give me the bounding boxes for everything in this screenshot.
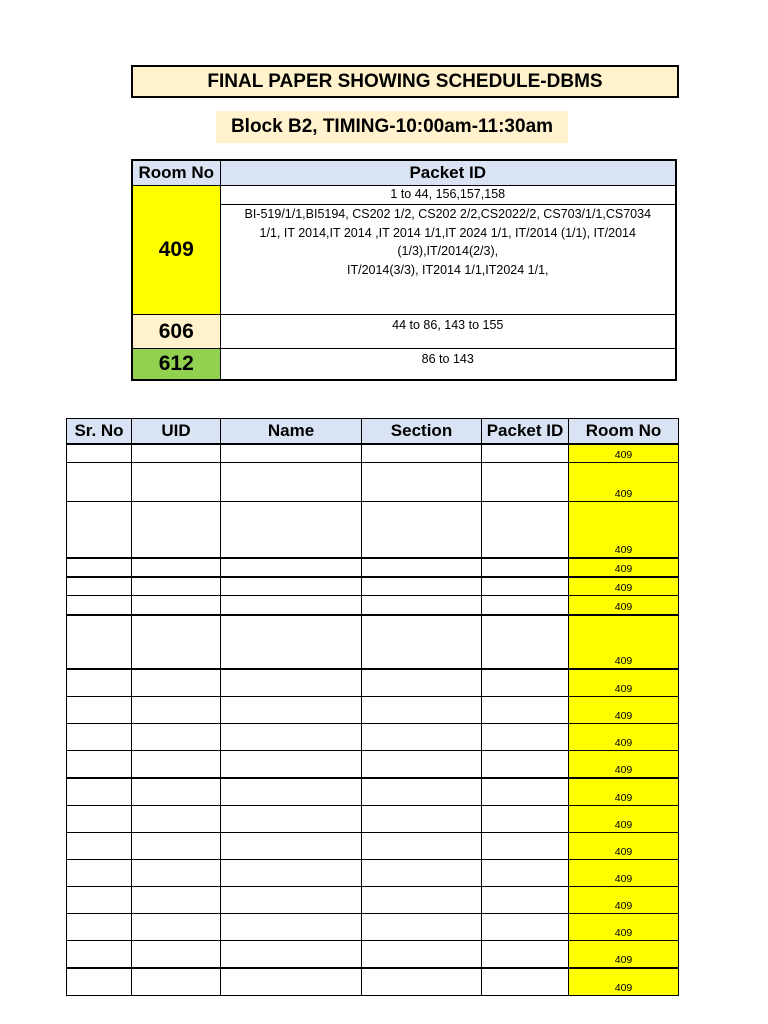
sr-no-cell [67,751,132,779]
student-row [67,833,679,860]
uid-cell [132,463,221,502]
room-no-cell: 409 [569,941,679,969]
uid-cell [132,596,221,616]
packet-id-cell [482,444,569,463]
name-cell [221,724,362,751]
room-no-cell: 409 [569,444,679,463]
sr-no-cell [67,887,132,914]
room-no-cell: 409 [569,596,679,616]
section-cell [362,577,482,596]
name-cell [221,577,362,596]
section-cell [362,833,482,860]
packet-id-cell [482,968,569,996]
section-cell [362,914,482,941]
uid-cell [132,914,221,941]
student-row [67,941,679,969]
section-cell [362,968,482,996]
sr-no-cell [67,697,132,724]
section-cell [362,463,482,502]
sr-no-cell [67,444,132,463]
section-cell [362,778,482,806]
uid-cell [132,724,221,751]
room-cell-612: 612 [132,349,220,381]
packet-id-cell [482,860,569,887]
section-cell [362,558,482,577]
room-no-cell: 409 [569,887,679,914]
uid-header: UID [132,419,221,445]
uid-cell [132,697,221,724]
uid-cell [132,669,221,697]
page-title: FINAL PAPER SHOWING SCHEDULE-DBMS [131,65,679,98]
room-no-cell: 409 [569,860,679,887]
packet-id-cell [482,502,569,559]
uid-cell [132,887,221,914]
student-row [67,615,679,669]
student-row [67,806,679,833]
name-cell [221,751,362,779]
name-cell [221,669,362,697]
name-header: Name [221,419,362,445]
uid-cell [132,577,221,596]
room-cell-606: 606 [132,315,220,349]
sr-no-cell [67,596,132,616]
section-cell [362,941,482,969]
room-no-cell: 409 [569,615,679,669]
name-cell [221,444,362,463]
section-cell [362,502,482,559]
student-row [67,751,679,779]
packet-id-cell [482,463,569,502]
student-row [67,463,679,502]
sr-no-cell [67,724,132,751]
student-row [67,724,679,751]
room-allocation-table [131,159,677,381]
room-table-header [132,160,676,186]
sr-no-cell [67,806,132,833]
student-row [67,968,679,996]
section-cell [362,806,482,833]
room-no-cell: 409 [569,558,679,577]
section-cell [362,697,482,724]
uid-cell [132,968,221,996]
student-row [67,558,679,577]
packet-line: (1/3),IT/2014(2/3), [397,244,499,258]
packet-id-cell [482,697,569,724]
sr-no-cell [67,577,132,596]
section-cell [362,751,482,779]
name-cell [221,914,362,941]
sr-no-cell [67,914,132,941]
section-cell [362,669,482,697]
room-no-header: Room No [132,160,220,186]
uid-cell [132,615,221,669]
sr-no-cell [67,558,132,577]
packet-cell-606: 44 to 86, 143 to 155 [220,315,676,349]
name-cell [221,558,362,577]
packet-cell-409-range: 1 to 44, 156,157,158 [220,186,676,205]
room-cell-409: 409 [132,186,220,315]
uid-cell [132,444,221,463]
section-cell [362,724,482,751]
sr-no-cell [67,615,132,669]
room-no-cell: 409 [569,778,679,806]
name-cell [221,887,362,914]
section-cell [362,860,482,887]
uid-cell [132,833,221,860]
room-row-612 [132,349,676,381]
packet-id-cell [482,669,569,697]
uid-cell [132,558,221,577]
page-subtitle: Block B2, TIMING-10:00am-11:30am [216,111,568,143]
room-no-cell: 409 [569,463,679,502]
sr-no-cell [67,778,132,806]
name-cell [221,968,362,996]
room-no-cell: 409 [569,502,679,559]
section-cell [362,887,482,914]
room-no-cell: 409 [569,914,679,941]
sr-no-cell [67,833,132,860]
packet-line: 1/1, IT 2014,IT 2014 ,IT 2014 1/1,IT 2024 1/1, IT/2014 (1/1), IT/2014 [259,225,636,240]
room-no-cell: 409 [569,724,679,751]
name-cell [221,463,362,502]
uid-cell [132,806,221,833]
name-cell [221,697,362,724]
sr-no-cell [67,502,132,559]
student-row [67,860,679,887]
packet-id-cell [482,941,569,969]
name-cell [221,806,362,833]
sr-no-cell [67,968,132,996]
section-cell [362,615,482,669]
packet-id-cell [482,558,569,577]
room-no-cell: 409 [569,751,679,779]
packet-id-header: Packet ID [220,160,676,186]
student-table-header [67,419,679,445]
student-row [67,697,679,724]
student-row [67,778,679,806]
section-cell [362,596,482,616]
room-row-606 [132,315,676,349]
packet-id-cell [482,833,569,860]
student-row [67,914,679,941]
sr-no-cell [67,669,132,697]
uid-cell [132,778,221,806]
room-no-cell: 409 [569,806,679,833]
student-row [67,577,679,596]
packet-id-cell [482,615,569,669]
student-row [67,887,679,914]
student-list-table [66,418,679,996]
room-no-cell: 409 [569,577,679,596]
room-no-cell: 409 [569,833,679,860]
packet-id-cell [482,806,569,833]
room-no-cell: 409 [569,669,679,697]
section-header: Section [362,419,482,445]
name-cell [221,596,362,616]
room-no-cell: 409 [569,697,679,724]
name-cell [221,860,362,887]
student-row [67,596,679,616]
packet-id-cell [482,751,569,779]
packet-cell-409-list [220,205,676,315]
room-no-header: Room No [569,419,679,445]
packet-line: IT/2014(3/3), IT2014 1/1,IT2024 1/1, [346,262,549,277]
sr-no-cell [67,463,132,502]
room-no-cell: 409 [569,968,679,996]
uid-cell [132,860,221,887]
sr-no-header: Sr. No [67,419,132,445]
name-cell [221,778,362,806]
packet-id-header: Packet ID [482,419,569,445]
name-cell [221,615,362,669]
packet-id-cell [482,577,569,596]
student-row [67,444,679,463]
name-cell [221,833,362,860]
packet-id-cell [482,778,569,806]
packet-cell-612: 86 to 143 [220,349,676,381]
uid-cell [132,502,221,559]
room-row-409-a [132,186,676,205]
packet-id-cell [482,724,569,751]
sr-no-cell [67,860,132,887]
packet-id-cell [482,914,569,941]
sr-no-cell [67,941,132,969]
uid-cell [132,941,221,969]
name-cell [221,941,362,969]
packet-id-cell [482,887,569,914]
student-row [67,669,679,697]
packet-line: BI-519/1/1,BI5194, CS202 1/2, CS202 2/2,CS2022/2, CS703/1/1,CS7034 [244,207,652,221]
name-cell [221,502,362,559]
packet-id-cell [482,596,569,616]
section-cell [362,444,482,463]
student-row [67,502,679,559]
uid-cell [132,751,221,779]
